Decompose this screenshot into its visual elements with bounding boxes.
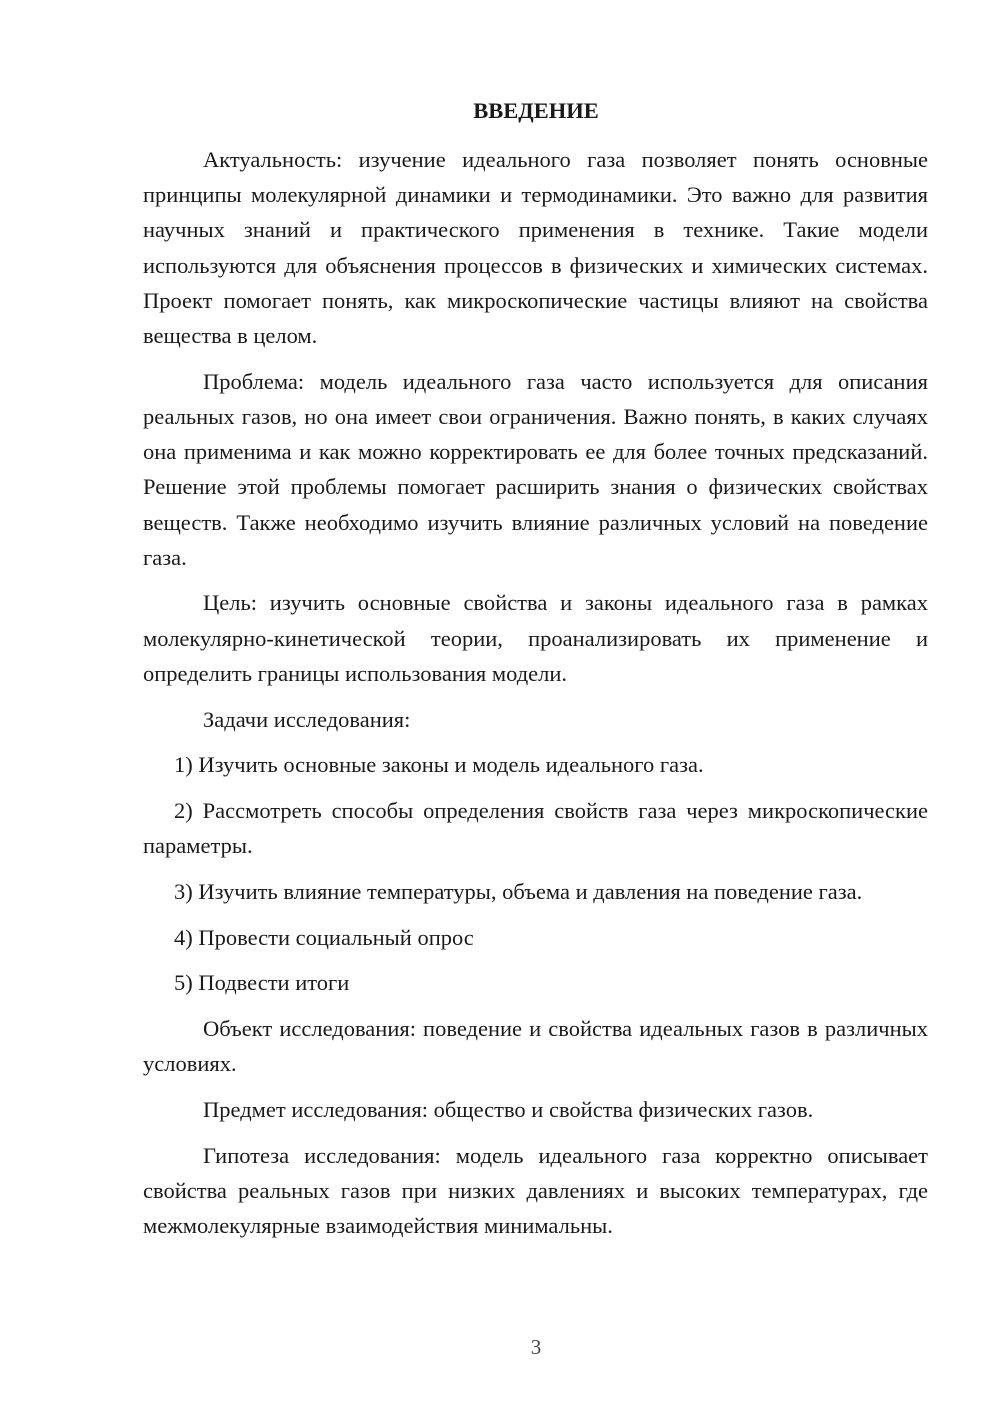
task-item-2: 2) Рассмотреть способы определения свойств газа через микроскопические параметры. xyxy=(143,797,928,859)
task-item-1: 1) Изучить основные законы и модель идеального газа. xyxy=(174,752,704,778)
paragraph-problem: Проблема: модель идеального газа часто используется для описания реальных газов, но она имеет свои ограничения. Важно понять, в каких случаях она применима и как можно корректировать ее для более точных предсказаний. Решение этой проблемы помогает расширить знания о физических свойствах веществ. Также необходимо изучить влияние различных условий на поведение газа. xyxy=(143,368,928,570)
paragraph-tasks-heading: Задачи исследования: xyxy=(203,706,411,732)
body-text xyxy=(143,142,928,1243)
paragraph-goal: Цель: изучить основные свойства и законы идеального газа в рамках молекулярно-кинетической теории, проанализировать их применение и определить границы использования модели. xyxy=(143,590,928,686)
paragraph-hypothesis: Гипотеза исследования: модель идеального газа корректно описывает свойства реальных газов при низких давлениях и высоких температурах, где межмолекулярные взаимодействия минимальны. xyxy=(143,1142,928,1238)
task-item-3: 3) Изучить влияние температуры, объема и давления на поведение газа. xyxy=(174,878,863,904)
page-number: 3 xyxy=(530,1335,542,1359)
task-item-4: 4) Провести социальный опрос xyxy=(174,924,474,950)
section-heading: ВВЕДЕНИЕ xyxy=(473,98,599,123)
task-item-5: 5) Подвести итоги xyxy=(174,970,350,996)
paragraph-subject: Предмет исследования: общество и свойства физических газов. xyxy=(203,1096,814,1122)
paragraph-relevance: Актуальность: изучение идеального газа позволяет понять основные принципы молекулярной динамики и термодинамики. Это важно для развития научных знаний и практического применения в технике. Такие модели используются для объяснения процессов в физических и химических системах. Проект помогает понять, как микроскопические частицы влияют на свойства вещества в целом. xyxy=(143,147,928,349)
paragraph-object: Объект исследования: поведение и свойства идеальных газов в различных условиях. xyxy=(143,1015,928,1077)
